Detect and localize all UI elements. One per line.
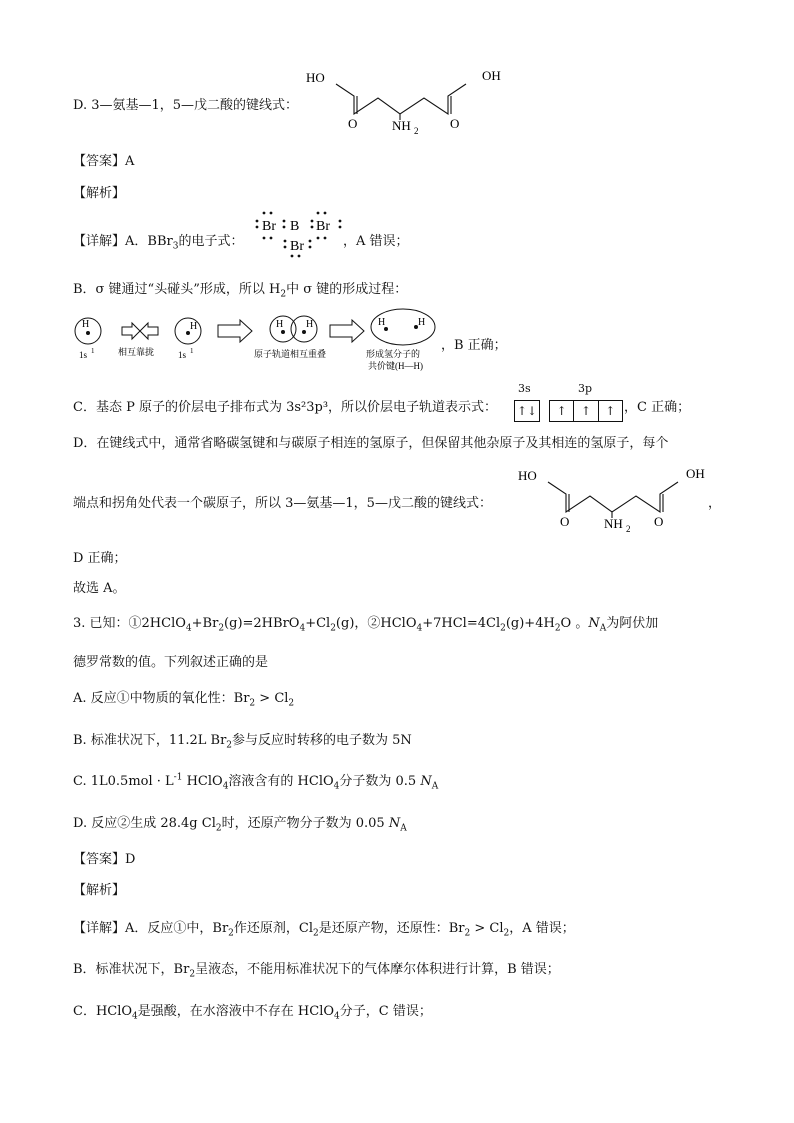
q3d-b-post: 呈液态，不能用标准状况下的气体摩尔体积进行计算，B 错误； [195,962,560,977]
q3d-c-mid: 是强酸，在水溶液中不存在 HClO [137,1004,335,1019]
nh2-sub-2: 2 [626,524,631,534]
orbital-3p-3: ↑ [605,404,616,418]
q3-s2c: 2 [500,623,506,634]
orbital-3s-label: 3s [518,382,531,395]
q3-s1i: 为阿伏加 [606,616,659,631]
orbital-3p-1: ↑ [550,401,574,421]
detail-a-mid: 的电子式： [178,234,244,249]
q3-a-sub2: 2 [288,698,295,709]
orbital-3p-label: 3p [578,382,593,395]
q3-s4a: 4 [185,623,192,634]
detail-c-line [73,396,497,415]
q3-s1f: +7HCl=4Cl [422,616,501,631]
q3-na: N [588,616,600,631]
detail-b-suffix: ，B 正确； [441,338,507,353]
answer-3-label: 【答案】 [73,852,126,867]
ho-label-2: HO [518,468,537,483]
nh-label-2: NH [604,516,623,531]
o-label-left-2: O [560,514,570,529]
orbital-label-1: 1s [79,350,88,360]
q3-d-pre: D. 反应②生成 28.4g Cl [73,816,216,831]
q3d-c-sub1: 4 [132,1011,138,1022]
q3-s2a: 2 [218,623,225,634]
answer-3-value: D [125,852,136,867]
q3-option-d[interactable] [73,812,407,834]
q3d-a-sub2: 2 [313,928,319,939]
answer-value: A [125,154,135,169]
h-label-6: H [418,317,426,328]
detail-a-sub: 3 [172,241,179,252]
q3d-c-sub2: 4 [334,1011,340,1022]
q3-d-sub: 2 [215,823,222,834]
detail-d-line2: 端点和拐角处代表一个碳原子，所以 3—氨基—1，5—戊二酸的键线式： [73,496,492,511]
q3-detail-b [73,958,560,980]
q3d-a-sub3: 2 [464,928,471,939]
orbital-3p-box [549,400,623,422]
sigma-bond-formation-diagram [68,305,448,375]
form-label-1: 形成氢分子的 [366,349,421,359]
h-label-5: H [378,317,386,328]
detail-d-line3: D 正确； [73,551,127,566]
q3d-c-pre: C．HClO [73,1004,133,1019]
q3-s1b: +Br [191,616,219,631]
detail-c-text: C．基态 P 原子的价层电子排布式为 3s²3p³，所以价层电子轨道表示式： [73,400,498,415]
q3-detail-c [73,1000,432,1022]
q3-option-b[interactable] [73,729,412,751]
nh-label: NH [392,118,411,133]
q3-c-sub2: 4 [333,781,340,792]
approach-label: 相互靠拢 [118,347,155,357]
br-bottom: Br [290,239,304,254]
q3-c-mid: HClO [182,774,223,789]
orbital-3s-box: ↑↓ [514,400,540,422]
h-label-4: H [306,319,314,330]
q3-s1e: (g)，②HClO [335,616,417,631]
q3-a-mid: > Cl [255,691,289,706]
option-d-structure-line [73,94,298,113]
orbital-label-2: 1s [178,350,187,360]
nh2-sub: 2 [414,126,419,136]
q3-s1h: O 。 [560,616,589,631]
br-left: Br [262,219,276,234]
orbital-3p-2: ↑ [574,401,598,421]
form-label-2: 共价键(H—H) [368,361,423,371]
q3d-c-post: 分子，C 错误； [339,1004,432,1019]
br-right: Br [316,219,330,234]
q3-d-post: 时，还原产物分子数为 0.05 [221,816,389,831]
detail-b-sub: 2 [280,289,287,300]
q3d-b-sub: 2 [189,969,196,980]
answer-2 [73,150,134,169]
ho-label: HO [306,70,325,85]
q3-stem-line2: 德罗常数的值。下列叙述正确的是 [73,655,269,670]
q3-s1c: (g)=2HBrO [224,616,300,631]
analysis-3: 【解析】 [73,883,126,898]
q3-b-pre: B. 标准状况下，11.2L Br [73,733,227,748]
orbital-sup-1: 1 [91,347,95,355]
option-d-prefix: D. 3—氨基—1，5—戊二酸的键线式： [73,98,299,113]
q3-b-sub: 2 [226,740,233,751]
detail-d-comma: ， [708,496,722,511]
q3-c-sub1: 4 [222,781,229,792]
q3-s2d: 2 [554,623,561,634]
detail-a-line [73,230,243,252]
q3-s4c: 4 [416,623,423,634]
q3-c-mid2: 溶液含有的 HClO [228,774,334,789]
q3-c-na-sub: A [431,781,439,792]
analysis-2: 【解析】 [73,186,126,201]
orbital-sup-2: 1 [190,347,194,355]
q3-d-na: N [388,816,401,831]
oh-label: OH [482,68,501,83]
q3-c-na: N [420,774,432,789]
detail-b-text2: 中 σ 键的形成过程： [286,282,408,297]
q3d-a-sub1: 2 [228,928,234,939]
detail-a-suffix: ，A 错误； [343,234,409,249]
q3-s1a: 3. 已知：①2HClO [73,616,186,631]
detail-a-prefix: 【详解】A．BBr [73,234,173,249]
detail-b-text: B．σ 键通过“头碰头”形成，所以 H [73,282,281,297]
answer-3 [73,848,135,867]
q3d-a-t2: 是还原产物，还原性：Br [318,921,465,936]
q3d-a-pre: 【详解】A．反应①中，Br [73,921,229,936]
q3-stem-line1 [73,612,658,634]
h-label-3: H [276,319,284,330]
q3d-a-sub4: 2 [503,928,510,939]
bbr3-electron-dot-formula [252,208,347,258]
b-center: B [290,219,300,234]
q3d-b-pre: B．标准状况下，Br [73,962,190,977]
q3-b-post: 参与反应时转移的电子数为 5N [232,733,412,748]
q3d-a-t1: 作还原剂，Cl [233,921,313,936]
q3-detail-a [73,917,575,939]
q3-a-sub1: 2 [249,698,256,709]
q3-na-sub: A [599,623,607,634]
q3-c-pre: C. 1L0.5mol · L [73,774,174,789]
q3-s1d: +Cl [305,616,331,631]
answer-label: 【答案】 [73,154,126,169]
q3-s1g: (g)+4H [505,616,555,631]
q3-s4b: 4 [299,623,306,634]
h-label-2: H [190,321,198,332]
detail-d-line4: 故选 A。 [73,581,126,596]
overlap-label: 原子轨道相互重叠 [254,349,327,359]
q3-c-post: 分子数为 0.5 [339,774,421,789]
o-label-left: O [348,116,358,131]
q3-option-c[interactable] [73,770,438,792]
h-label-1: H [82,319,90,330]
q3-d-na-sub: A [400,823,407,834]
q3-a-pre: A. 反应①中物质的氧化性：Br [73,691,250,706]
o-label-right-2: O [654,514,664,529]
q3d-a-t4: ，A 错误； [509,921,575,936]
glutamic-skeletal-structure-1 [300,62,530,140]
q3d-a-t3: > Cl [470,921,504,936]
oh-label-2: OH [686,466,705,481]
q3-c-sup: -1 [173,772,183,783]
q3-s2b: 2 [330,623,336,634]
detail-b-line [73,278,407,300]
o-label-right: O [450,116,460,131]
q3-option-a[interactable] [73,687,294,709]
detail-d-line1: D．在键线式中，通常省略碳氢键和与碳原子相连的氢原子，但保留其他杂原子及其相连的氢原子，每个 [73,436,669,451]
detail-c-suffix: ，C 正确； [624,400,691,415]
